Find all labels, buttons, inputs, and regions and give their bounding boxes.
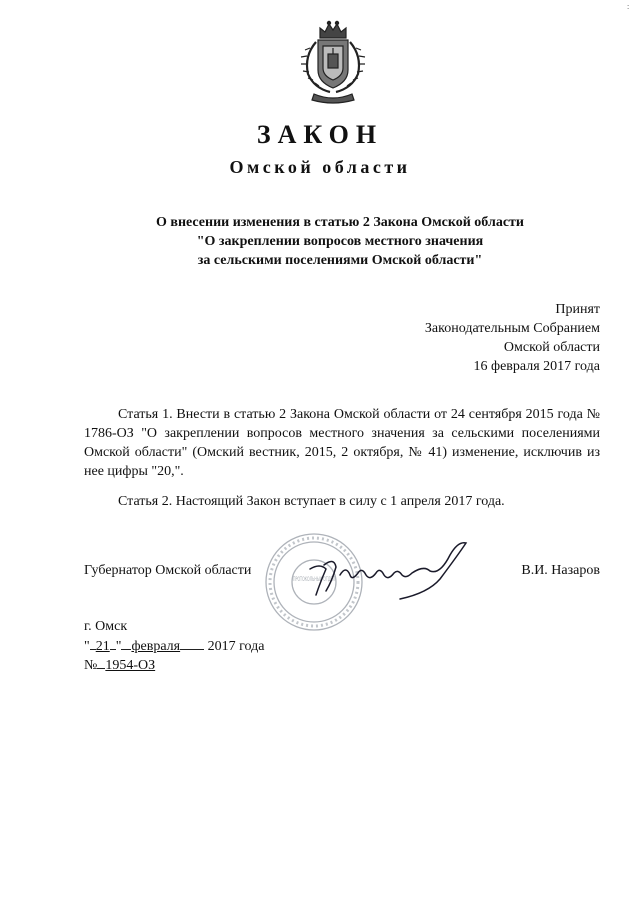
signatory-position: Губернатор Омской области [84, 563, 252, 578]
number-value: 1954-ОЗ [105, 658, 156, 673]
handwritten-signature-icon [290, 535, 470, 605]
signing-date [84, 635, 264, 656]
document-type-title: ЗАКОН [256, 120, 384, 149]
corner-mark: : [627, 2, 630, 11]
accepted-region: Омской области [503, 340, 600, 355]
quote-close: " [115, 639, 122, 654]
date-day: 21 [95, 639, 110, 654]
date-year: 2017 года [207, 639, 265, 654]
date-month: февраля [131, 639, 181, 654]
law-heading [60, 213, 620, 270]
accepted-body: Законодательным Собранием [424, 321, 600, 336]
article-2: Статья 2. Настоящий Закон вступает в силу с 1 апреля 2017 года. [118, 494, 505, 509]
article-1: Статья 1. Внести в статью 2 Закона Омской области от 24 сентября 2015 года № 1786-ОЗ "О закреплении вопросов местного значения за сельскими поселениями Омской области" (Омский вестник, 2015, 2 октября, № 41) изменение, исключив из нее цифры "20,". [84, 407, 600, 479]
stamp-text: ПРОТОКОЛЬНЫЙ ОТДЕЛ [293, 576, 335, 583]
number-sign: № [84, 658, 98, 673]
region-subtitle: Омской области [229, 157, 411, 177]
place-of-signing: г. Омск [84, 619, 128, 634]
coat-of-arms-icon [296, 18, 370, 106]
heading-line: "О закреплении вопросов местного значения [196, 234, 484, 249]
heading-line: за сельскими поселениями Омской области" [197, 253, 483, 268]
quote-open: " [84, 639, 90, 654]
accepted-date: 16 февраля 2017 года [473, 359, 600, 374]
acceptance-block [425, 300, 600, 376]
accepted-label: Принят [555, 302, 600, 317]
signatory-name: В.И. Назаров [521, 563, 600, 578]
heading-line: О внесении изменения в статью 2 Закона Омской области [156, 215, 524, 230]
law-number [84, 654, 155, 675]
